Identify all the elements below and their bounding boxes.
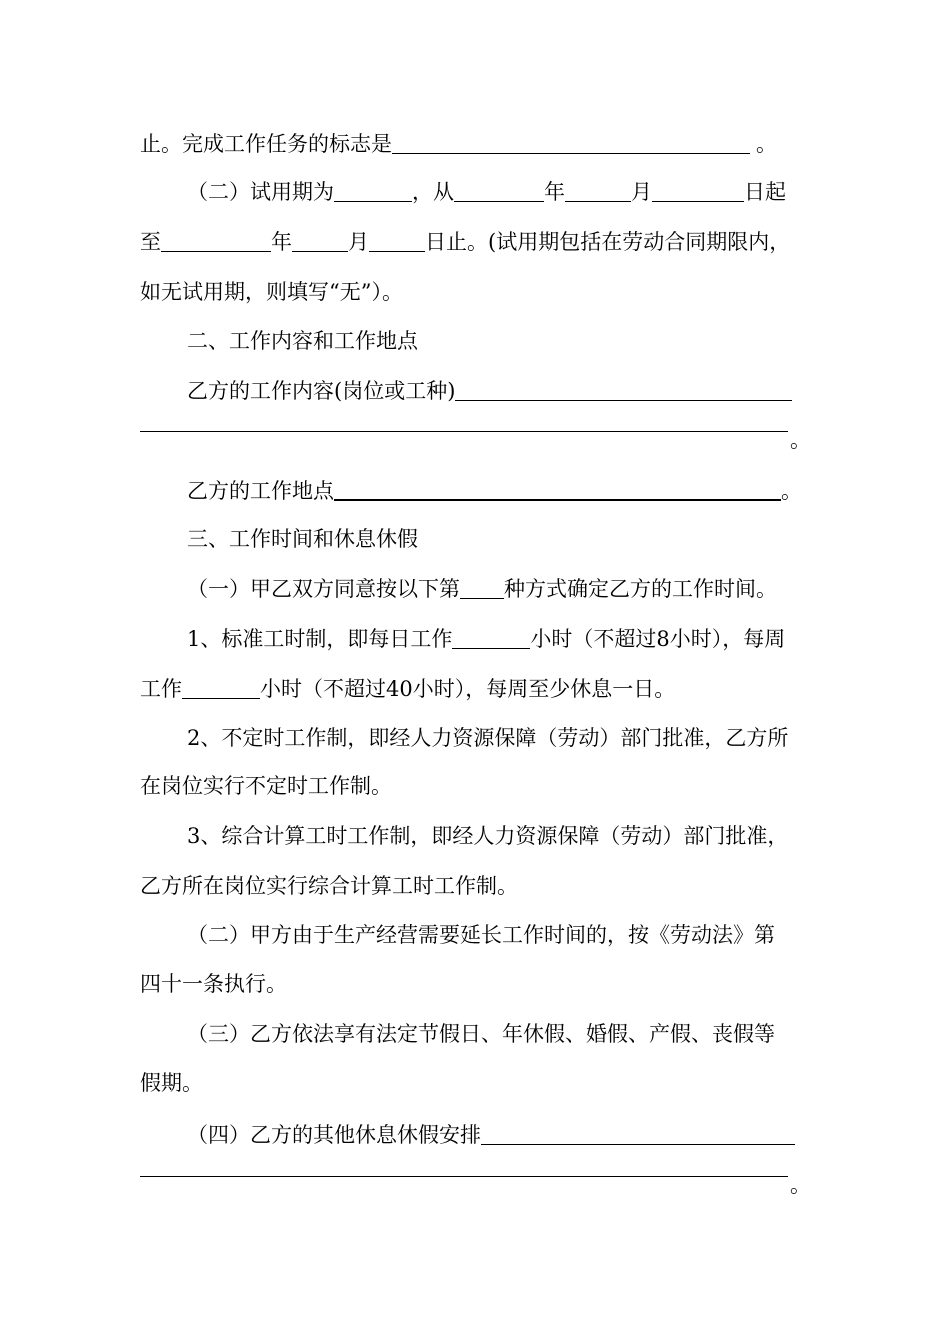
- completion-mark-field[interactable]: [392, 131, 750, 154]
- text: 至: [140, 230, 161, 254]
- line-weekly-hours: [140, 674, 675, 704]
- text: 工作: [140, 677, 182, 701]
- line-flexible-hours: 2、不定时工作制，即经人力资源保障（劳动）部门批准，乙方所: [187, 726, 789, 750]
- work-content-field-continued[interactable]: [140, 431, 788, 432]
- text: 年: [271, 230, 292, 254]
- text: 日止。(试用期包括在劳动合同期限内，: [425, 230, 791, 254]
- line-probation: [187, 177, 786, 207]
- section-heading-work-content: 二、工作内容和工作地点: [187, 329, 418, 353]
- probation-start-day-field[interactable]: [652, 179, 744, 202]
- period: 。: [790, 428, 811, 452]
- line-overtime-cont: 四十一条执行。: [140, 972, 287, 996]
- line-work-location: [187, 476, 802, 506]
- text: （一）甲乙双方同意按以下第: [187, 577, 460, 601]
- text: 乙方的工作地点: [187, 479, 334, 503]
- line-no-probation-note: 如无试用期，则填写“无”）。: [140, 280, 403, 304]
- probation-duration-field[interactable]: [334, 179, 412, 202]
- line-comprehensive-hours-cont: 乙方所在岗位实行综合计算工时工作制。: [140, 874, 518, 898]
- line-comprehensive-hours: 3、综合计算工时工作制，即经人力资源保障（劳动）部门批准，: [187, 824, 789, 848]
- line-holidays: （三）乙方依法享有法定节假日、年休假、婚假、产假、丧假等: [187, 1022, 775, 1046]
- period: 。: [790, 1173, 811, 1197]
- text: 日起: [744, 180, 786, 204]
- text: 乙方的工作内容(岗位或工种): [187, 379, 456, 403]
- section-heading-work-time: 三、工作时间和休息休假: [187, 527, 418, 551]
- probation-start-year-field[interactable]: [454, 179, 544, 202]
- text: 1、标准工时制，即每日工作: [187, 627, 453, 651]
- daily-hours-field[interactable]: [452, 626, 530, 649]
- text: 年: [544, 180, 565, 204]
- text: 止。完成工作任务的标志是: [140, 132, 392, 156]
- line-standard-hours: [187, 624, 785, 654]
- line-probation-end: [140, 227, 790, 257]
- text: （二）试用期为: [187, 180, 334, 204]
- text: 月: [348, 230, 369, 254]
- probation-start-month-field[interactable]: [565, 179, 631, 202]
- text: （四）乙方的其他休息休假安排: [187, 1123, 481, 1147]
- weekly-hours-field[interactable]: [182, 676, 260, 699]
- text: 小时（不超过8小时），每周: [530, 627, 786, 651]
- line-completion-mark: [140, 129, 777, 159]
- text: ，从: [412, 180, 454, 204]
- line-work-content: [187, 376, 792, 406]
- text: 种方式确定乙方的工作时间。: [504, 577, 777, 601]
- work-content-field[interactable]: [455, 378, 792, 401]
- probation-end-year-field[interactable]: [161, 229, 271, 252]
- line-flexible-hours-cont: 在岗位实行不定时工作制。: [140, 774, 392, 798]
- work-time-method-field[interactable]: [460, 576, 504, 599]
- line-overtime: （二）甲方由于生产经营需要延长工作时间的，按《劳动法》第: [187, 923, 775, 947]
- text: 。: [756, 132, 777, 156]
- other-leave-field[interactable]: [481, 1122, 795, 1145]
- probation-end-month-field[interactable]: [292, 229, 348, 252]
- line-holidays-cont: 假期。: [140, 1071, 203, 1095]
- text: 月: [631, 180, 652, 204]
- line-work-time-method: [187, 574, 777, 604]
- line-other-leave: [187, 1120, 795, 1150]
- text: 小时（不超过40小时），每周至少休息一日。: [260, 677, 676, 701]
- probation-end-day-field[interactable]: [369, 229, 425, 252]
- text: 。: [781, 479, 802, 503]
- work-location-field[interactable]: [334, 477, 781, 501]
- other-leave-field-continued[interactable]: [140, 1176, 788, 1177]
